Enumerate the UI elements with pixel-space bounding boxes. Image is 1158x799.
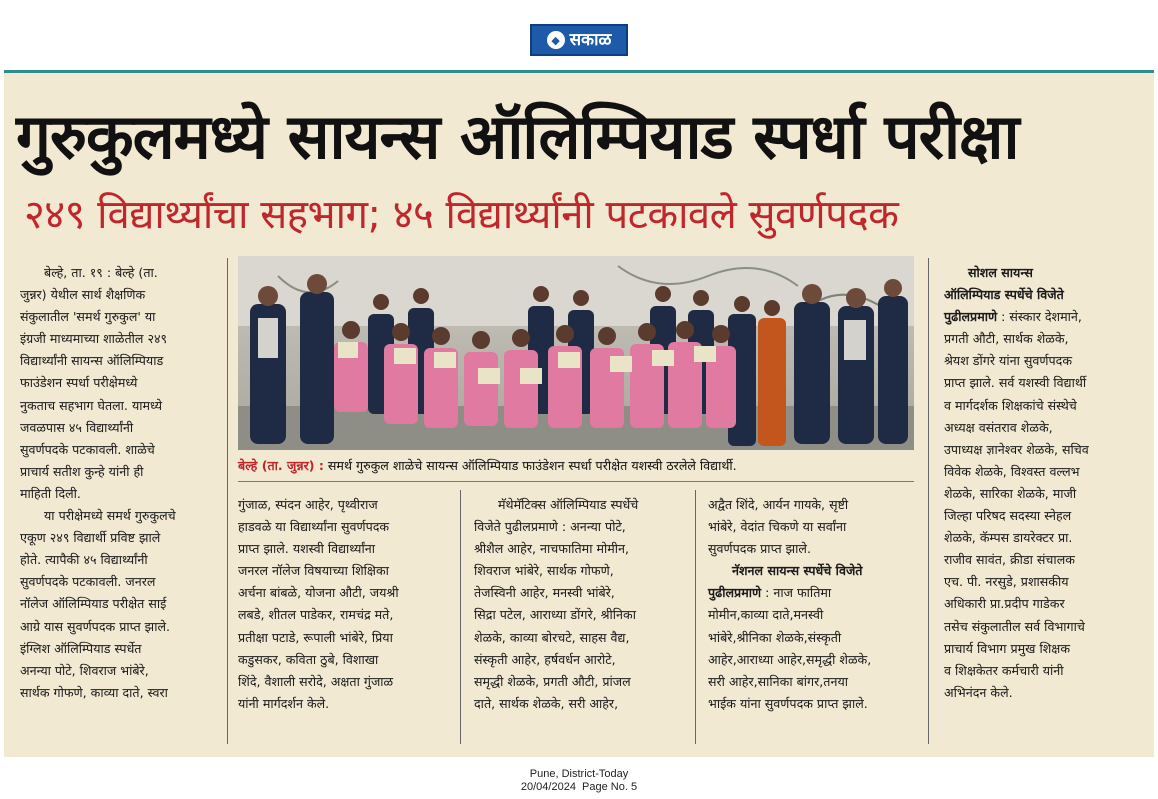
text-line: या परीक्षेमध्ये समर्थ गुरुकुलचे bbox=[44, 508, 176, 524]
text-line: अधिकारी प्रा.प्रदीप गाडेकर bbox=[944, 596, 1065, 612]
text-line: एकूण २४९ विद्यार्थी प्रविष्ट झाले bbox=[20, 530, 161, 546]
bold-label: पुढीलप्रमाणे bbox=[708, 585, 762, 601]
column-divider bbox=[695, 490, 696, 744]
students-photo-illustration bbox=[238, 256, 914, 450]
text-line: व मार्गदर्शक शिक्षकांचे संस्थेचे bbox=[944, 397, 1077, 413]
text-line: अनन्या पोटे, शिवराज भांबेरे, bbox=[20, 662, 149, 678]
photo-caption bbox=[238, 456, 918, 476]
text-line: शिवराज भांबेरे, सार्थक गोफणे, bbox=[474, 563, 614, 579]
text-line: सुवर्णपदके पटकावली. शाळेचे bbox=[20, 441, 155, 457]
text-line: माहिती दिली. bbox=[20, 485, 81, 501]
text-line: विद्यार्थ्यांनी सायन्स ऑलिम्पियाड bbox=[20, 353, 164, 369]
text-line: एच. पी. नरसुडे, प्रशासकीय bbox=[944, 574, 1069, 590]
text-line: प्रतीक्षा पटाडे, रूपाली भांबेरे, प्रिया bbox=[238, 629, 393, 645]
caption-text: समर्थ गुरुकुल शाळेचे सायन्स ऑलिम्पियाड फाउंडेशन स्पर्धा परीक्षेत यशस्वी ठरलेले विद्यार्थी. bbox=[323, 458, 737, 473]
text-span: : नाज फातिमा bbox=[761, 585, 832, 601]
text-line: दाते, सार्थक शेळके, सरी आहेर, bbox=[474, 695, 619, 711]
text-line: आग्रे यास सुवर्णपदक प्राप्त झाले. bbox=[20, 618, 171, 634]
lamp-icon: ◆ bbox=[547, 31, 565, 49]
text-line: जिल्हा परिषद सदस्या स्नेहल bbox=[944, 508, 1072, 524]
page-footer bbox=[0, 768, 1158, 794]
text-line: श्रीशैल आहेर, नाचफातिमा मोमीन, bbox=[474, 541, 630, 557]
text-line: प्राप्त झाले. यशस्वी विद्यार्थ्यांना bbox=[238, 541, 375, 557]
text-line: शेळके, सारिका शेळके, माजी bbox=[944, 485, 1077, 501]
text-line: मोमीन,काव्या दाते,मनस्वी bbox=[708, 607, 824, 623]
text-line: इंग्लिश ऑलिम्पियाड स्पर्धेत bbox=[20, 640, 142, 656]
article-column-1 bbox=[20, 262, 220, 704]
text-line: प्राप्त झाले. सर्व यशस्वी विद्यार्थी bbox=[944, 375, 1087, 391]
date-page-label: 20/04/2024 Page No. 5 bbox=[520, 781, 638, 793]
text-line: हाडवळे या विद्यार्थ्यांना सुवर्णपदक bbox=[238, 519, 390, 535]
text-line: अर्चना बांबळे, योजना औटी, जयश्री bbox=[238, 585, 399, 601]
headline: गुरुकुलमध्ये सायन्स ऑलिम्पियाड स्पर्धा परीक्षा bbox=[16, 100, 1019, 173]
subheadline: २४९ विद्यार्थ्यांचा सहभाग; ४५ विद्यार्थ्यांनी पटकावले सुवर्णपदक bbox=[24, 192, 899, 238]
bold-label: पुढीलप्रमाणे bbox=[944, 309, 998, 325]
text-line: नुकताच सहभाग घेतला. यामध्ये bbox=[20, 397, 163, 413]
caption-divider bbox=[238, 481, 914, 482]
column-divider bbox=[227, 258, 228, 744]
text-line: संस्कृती आहेर, हर्षवर्धन आरोटे, bbox=[474, 651, 616, 667]
text-line: शेळके, कॅम्पस डायरेक्टर प्रा. bbox=[944, 530, 1073, 546]
text-line: कडुसकर, कविता ठुबे, विशाखा bbox=[238, 651, 379, 667]
text-line: राजीव सावंत, क्रीडा संचालक bbox=[944, 552, 1075, 568]
article-column-5 bbox=[944, 262, 1149, 704]
caption-place: बेल्हे (ता. जुन्नर) : bbox=[238, 458, 324, 473]
text-line: सरी आहेर,सानिका बांगर,तनया bbox=[708, 673, 849, 689]
text-span: : संस्कार देशमाने, bbox=[997, 309, 1082, 325]
text-line: फाउंडेशन स्पर्धा परीक्षेमध्ये bbox=[20, 375, 138, 391]
text-line: विवेक शेळके, विश्वस्त वल्लभ bbox=[944, 463, 1080, 479]
text-line: बेल्हे, ता. १९ : बेल्हे (ता. bbox=[44, 265, 158, 280]
text-line: अध्यक्ष वसंतराव शेळके, bbox=[944, 419, 1053, 435]
subhead-national-science: नॅशनल सायन्स स्पर्धेचे विजेते bbox=[732, 563, 863, 579]
text-line: उपाध्यक्ष ज्ञानेश्वर शेळके, सचिव bbox=[944, 441, 1089, 457]
text-line: भाईक यांना सुवर्णपदक प्राप्त झाले. bbox=[708, 695, 868, 711]
text-line: श्रेयश डोंगरे यांना सुवर्णपदक bbox=[944, 353, 1072, 369]
article-column-3 bbox=[474, 494, 689, 715]
subhead-social-science: सोशल सायन्स bbox=[968, 265, 1033, 280]
masthead bbox=[0, 0, 1158, 72]
text-line: तेजस्विनी आहेर, मनस्वी भांबेरे, bbox=[474, 585, 615, 601]
text-line: मॅथेमॅटिक्स ऑलिम्पियाड स्पर्धेचे bbox=[498, 497, 639, 512]
text-line: प्राचार्य विभाग प्रमुख शिक्षक bbox=[944, 640, 1070, 656]
text-line: प्रगती औटी, सार्थक शेळके, bbox=[944, 331, 1069, 347]
text-line: गुंजाळ, स्पंदन आहेर, पृथ्वीराज bbox=[238, 497, 378, 512]
edition-label: Pune, District-Today bbox=[529, 768, 629, 780]
text-line: शिंदे, वैशाली सरोदे, अक्षता गुंजाळ bbox=[238, 673, 394, 689]
text-line: अद्वैत शिंदे, आर्यन गायके, सृष्टी bbox=[708, 497, 849, 512]
text-line: लबडे, शीतल पाडेकर, रामचंद्र मते, bbox=[238, 607, 394, 623]
text-line: समृद्धी शेळके, प्रगती औटी, प्रांजल bbox=[474, 673, 631, 689]
text-line bbox=[708, 582, 920, 604]
text-line: अभिनंदन केले. bbox=[944, 684, 1013, 700]
text-line: सिद्रा पटेल, आराध्या डोंगरे, श्रीनिका bbox=[474, 607, 636, 623]
text-line: शेळके, काव्या बोरचटे, साहस वैद्य, bbox=[474, 629, 630, 645]
text-line: जुन्नर) येथील सार्थ शैक्षणिक bbox=[20, 287, 146, 303]
text-line: भांबेरे, वेदांत चिकणे या सर्वांना bbox=[708, 519, 847, 535]
article-column-2 bbox=[238, 494, 453, 715]
text-line: होते. त्यापैकी ४५ विद्यार्थ्यांनी bbox=[20, 552, 148, 568]
text-line: सार्थक गोफणे, काव्या दाते, स्वरा bbox=[20, 684, 168, 700]
text-line: जनरल नॉलेज विषयाच्या शिक्षिका bbox=[238, 563, 389, 579]
text-line: यांनी मार्गदर्शन केले. bbox=[238, 695, 330, 711]
group-photo bbox=[238, 256, 914, 450]
sakal-logo bbox=[530, 24, 628, 56]
text-line: नॉलेज ऑलिम्पियाड परीक्षेत साई bbox=[20, 596, 167, 612]
text-line: ऑलिम्पियाड स्पर्धेचे विजेते bbox=[944, 287, 1064, 303]
text-line: प्राचार्य सतीश कुन्हे यांनी ही bbox=[20, 463, 144, 479]
text-line: संकुलातील 'समर्थ गुरुकुल' या bbox=[20, 309, 156, 325]
text-line: सुवर्णपदके पटकावली. जनरल bbox=[20, 574, 156, 590]
text-line bbox=[944, 306, 1149, 328]
logo-text: सकाळ bbox=[569, 29, 612, 50]
text-line: जवळपास ४५ विद्यार्थ्यांनी bbox=[20, 419, 134, 435]
column-divider bbox=[460, 490, 461, 744]
text-line: तसेच संकुलातील सर्व विभागाचे bbox=[944, 618, 1085, 634]
text-line: भांबेरे,श्रीनिका शेळके,संस्कृती bbox=[708, 629, 842, 645]
article-column-4 bbox=[708, 494, 920, 715]
column-divider bbox=[928, 258, 929, 744]
text-line: सुवर्णपदक प्राप्त झाले. bbox=[708, 541, 811, 557]
text-line: व शिक्षकेतर कर्मचारी यांनी bbox=[944, 662, 1064, 678]
text-line: आहेर,आराध्या आहेर,समृद्धी शेळके, bbox=[708, 651, 872, 667]
text-line: विजेते पुढीलप्रमाणे : अनन्या पोटे, bbox=[474, 519, 626, 535]
text-line: इंग्रजी माध्यमाच्या शाळेतील २४९ bbox=[20, 331, 168, 347]
